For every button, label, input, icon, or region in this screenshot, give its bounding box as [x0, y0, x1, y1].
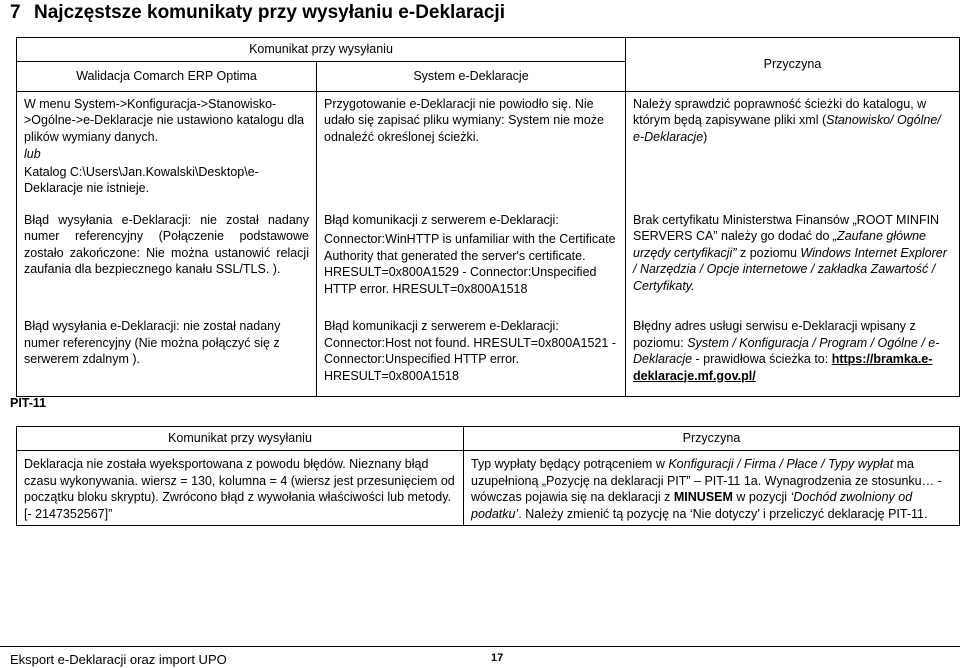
section-title: Najczęstsze komunikaty przy wysyłaniu e-Deklaracji	[34, 2, 505, 23]
header-reason: Przyczyna	[626, 38, 960, 92]
row3-reason-cell	[626, 300, 960, 396]
pit11-reason-text-a: Typ wypłaty będący potrąceniem w	[471, 457, 669, 471]
row2-reason-em-1: „Zaufane główne urzędy certyfikacji”	[633, 229, 927, 260]
row3-reason-text-a: Błędny adres usługi serwisu e-Deklaracji wpisany z poziomu:	[633, 319, 916, 350]
pit11-header-message: Komunikat przy wysyłaniu	[17, 427, 464, 451]
section-heading	[10, 2, 505, 24]
row2-system-text-1: Błąd komunikacji z serwerem e-Deklaracji:	[324, 212, 559, 227]
edeklaracje-gateway-link[interactable]: https://bramka.e-deklaracje.mf.gov.pl/	[633, 352, 933, 383]
row1-reason-text-a: Należy sprawdzić poprawność ścieżki do katalogu, w którym będą zapisywane pliki xml (	[633, 96, 927, 127]
row3-system-text-2: Connector:Host not found. HRESULT=0x800A1521 - Connector:Unspecified HTTP error. HRESULT=0x800A1518	[324, 335, 616, 383]
row3-reason-path: System / Konfiguracja / Program / Ogólne / e-Deklaracje	[633, 335, 940, 366]
row1-optima-text-1: W menu System->Konfiguracja->Stanowisko->Ogólne->e-Deklaracje nie ustawiono katalogu dla plików wymiany danych.	[24, 96, 305, 144]
row2-reason-cell	[626, 200, 960, 301]
row2-optima-cell	[17, 200, 317, 301]
table-row	[17, 300, 960, 396]
footer-text: Eksport e-Deklaracji oraz import UPO	[10, 652, 227, 667]
page-number: 17	[491, 652, 504, 664]
row1-system-cell	[317, 91, 626, 200]
row3-system-text-1: Błąd komunikacji z serwerem e-Deklaracji:	[324, 319, 559, 333]
header-message: Komunikat przy wysyłaniu	[17, 38, 626, 62]
row1-reason-cell	[626, 91, 960, 200]
row3-system-cell	[317, 300, 626, 396]
row1-reason-text-b: )	[703, 129, 708, 144]
row2-reason-em-2: Windows Internet Explorer / Narzędzia / Opcje internetowe / zakładka Zawartość / Certyfikaty.	[633, 245, 947, 293]
row2-optima-text: Błąd wysyłania e-Deklaracji: nie został nadany numer referencyjny (Połączenie podstawowe zostało zakończone: Nie można ustanowić relacji zaufania dla bezpiecznego kanału SSL/TLS. ).	[24, 212, 309, 276]
row3-reason-text-b: - prawidłowa ścieżka to:	[692, 352, 832, 366]
table-row	[17, 200, 960, 301]
row2-system-text-2: Connector:WinHTTP is unfamiliar with the Certificate Authority that generated the server's certificate. HRESULT=0x800A1529 - Connector:Unspecified HTTP error. HRESULT=0x800A1518	[324, 232, 616, 296]
messages-table	[16, 37, 960, 397]
row2-reason-text-b: z poziomu	[736, 245, 801, 260]
pit11-message-text: Deklaracja nie została wyeksportowana z powodu błędów. Nieznany błąd czasu wykonywania. wiersz = 130, kolumna = 4 (wiersz jest przesunięciem od początku bloku skryptu). Zwrócono błąd z wywołania właściwości lub metody. [- 2147352567]”	[24, 457, 455, 521]
footer-divider	[0, 646, 960, 647]
row3-optima-cell	[17, 300, 317, 396]
pit11-header-reason: Przyczyna	[464, 427, 960, 451]
pit11-label: PIT-11	[10, 396, 47, 410]
row1-lub: lub	[24, 147, 41, 161]
pit11-reason-text-c: w pozycji	[732, 490, 791, 504]
row3-optima-text: Błąd wysyłania e-Deklaracji: nie został nadany numer referencyjny (Nie można połączyć się z serwerem zdalnym ).	[24, 319, 281, 366]
pit11-table	[16, 426, 960, 526]
pit11-reason-bold: MINUSEM	[673, 490, 733, 504]
pit11-reason-em-2: ‘Dochód zwolniony od podatku’	[471, 490, 913, 521]
pit11-message-cell	[17, 451, 464, 526]
row1-system-text: Przygotowanie e-Deklaracji nie powiodło się. Nie udało się zapisać pliku wymiany: System nie może odnaleźć określonej ścieżki.	[324, 96, 604, 144]
row1-optima-text-2: Katalog C:\Users\Jan.Kowalski\Desktop\e-Deklaracje nie istnieje.	[24, 164, 259, 195]
table-row	[17, 91, 960, 200]
header-edeklaracje-system: System e-Deklaracje	[317, 61, 626, 91]
section-number: 7	[10, 2, 21, 23]
pit11-reason-text-b: ma uzupełnioną „Pozycję na deklaracji PIT” – PIT-11 1a. Wynagrodzenia ze stosunku… - wówczas pojawia się na deklaracji z	[471, 457, 942, 504]
table-row	[17, 451, 960, 526]
pit11-reason-cell	[464, 451, 960, 526]
row2-reason-text-a: Brak certyfikatu Ministerstwa Finansów „ROOT MINFIN SERVERS CA” należy go dodać do	[633, 212, 940, 243]
row1-optima-cell	[17, 91, 317, 200]
pit11-reason-text-d: . Należy zmienić tą pozycję na ‘Nie dotyczy’ i przeliczyć deklarację PIT-11.	[518, 506, 928, 521]
header-optima-validation: Walidacja Comarch ERP Optima	[17, 61, 317, 91]
pit11-reason-em-1: Konfiguracji / Firma / Płace / Typy wypłat	[668, 457, 894, 471]
row1-reason-path: Stanowisko/ Ogólne/ e-Deklaracje	[633, 113, 941, 144]
row2-system-cell	[317, 200, 626, 301]
